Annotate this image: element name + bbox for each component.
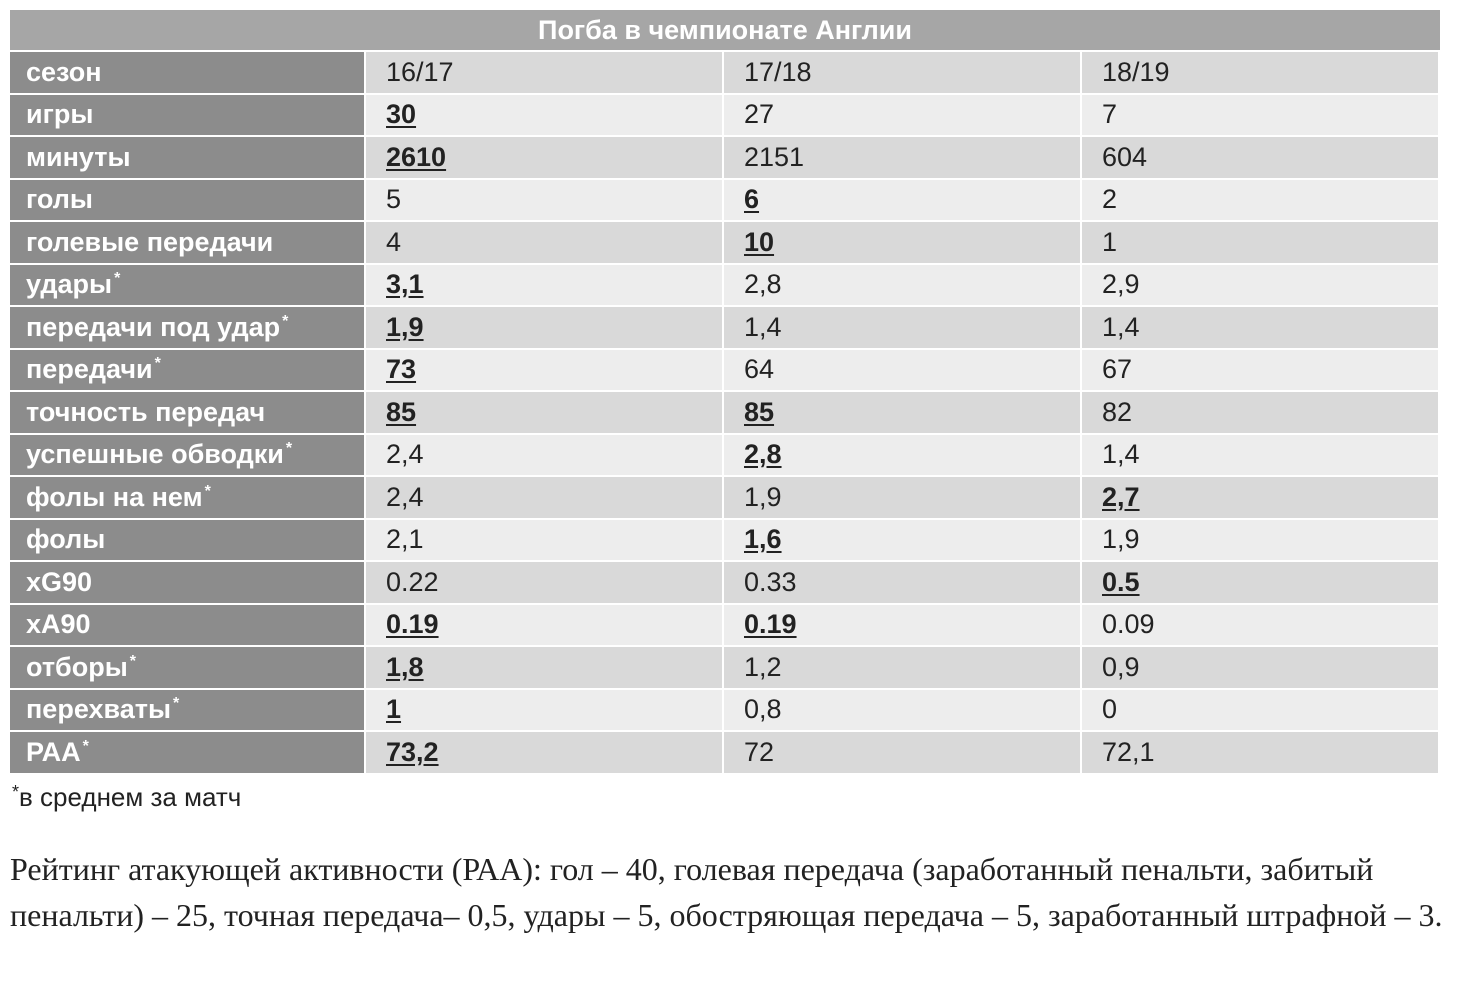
season-value-cell: 17/18	[724, 52, 1082, 95]
season-value-cell: 2	[1082, 180, 1440, 223]
season-value-cell: 6	[724, 180, 1082, 223]
row-label	[10, 392, 366, 435]
season-value-cell: 0.22	[366, 562, 724, 605]
table-row	[10, 690, 1440, 733]
footnote-text: в среднем за матч	[19, 782, 242, 812]
row-label	[10, 690, 366, 733]
season-value-cell: 2,1	[366, 520, 724, 563]
row-label	[10, 732, 366, 775]
row-label-text: игры	[26, 99, 94, 130]
row-label-text: xA90	[26, 609, 91, 640]
table-title: Погба в чемпионате Англии	[10, 10, 1440, 52]
season-value-cell: 1,9	[724, 477, 1082, 520]
table-row	[10, 605, 1440, 648]
table-row	[10, 95, 1440, 138]
row-label	[10, 605, 366, 648]
row-label	[10, 477, 366, 520]
season-value-cell: 18/19	[1082, 52, 1440, 95]
row-label	[10, 647, 366, 690]
row-label-text: голевые передачи	[26, 226, 274, 257]
season-value-cell: 64	[724, 350, 1082, 393]
season-value-cell: 67	[1082, 350, 1440, 393]
rating-description: Рейтинг атакующей активности (РАА): гол – 40, голевая передача (заработанный пенальти, забитый пенальти) – 25, точная передача– 0,5, удары – 5, обостряющая передача – 5, заработанный штрафной – 3.	[10, 851, 1443, 933]
season-value-cell: 73,2	[366, 732, 724, 775]
per-match-star: *	[82, 737, 89, 755]
season-value-cell: 85	[366, 392, 724, 435]
row-label	[10, 222, 366, 265]
per-match-star: *	[204, 482, 211, 500]
season-value-cell: 0,8	[724, 690, 1082, 733]
season-value-cell: 1	[366, 690, 724, 733]
season-value-cell: 10	[724, 222, 1082, 265]
season-value-cell: 0.19	[366, 605, 724, 648]
table-row	[10, 477, 1440, 520]
row-label-text: передачи	[26, 354, 153, 385]
season-value-cell: 73	[366, 350, 724, 393]
season-value-cell: 2,4	[366, 435, 724, 478]
footnote-star: *	[12, 782, 20, 802]
row-label	[10, 307, 366, 350]
season-value-cell: 5	[366, 180, 724, 223]
table-row	[10, 435, 1440, 478]
season-value-cell: 72	[724, 732, 1082, 775]
table-row	[10, 222, 1440, 265]
season-value-cell: 16/17	[366, 52, 724, 95]
season-value-cell: 30	[366, 95, 724, 138]
row-label-text: передачи под удар	[26, 311, 281, 342]
row-label	[10, 95, 366, 138]
season-value-cell: 0.33	[724, 562, 1082, 605]
season-value-cell: 7	[1082, 95, 1440, 138]
per-match-star: *	[173, 695, 180, 713]
table-row	[10, 520, 1440, 563]
season-value-cell: 72,1	[1082, 732, 1440, 775]
row-label	[10, 180, 366, 223]
per-match-star: *	[129, 652, 136, 670]
table-row	[10, 265, 1440, 308]
season-value-cell: 604	[1082, 137, 1440, 180]
per-match-star: *	[282, 312, 289, 330]
row-label	[10, 435, 366, 478]
season-value-cell: 0	[1082, 690, 1440, 733]
row-label-text: перехваты	[26, 694, 172, 725]
season-value-cell: 0.19	[724, 605, 1082, 648]
season-value-cell: 1,4	[1082, 435, 1440, 478]
season-value-cell: 1,2	[724, 647, 1082, 690]
table-row	[10, 392, 1440, 435]
season-value-cell: 1,9	[366, 307, 724, 350]
season-value-cell: 1,4	[1082, 307, 1440, 350]
table-row	[10, 732, 1440, 775]
table-row	[10, 52, 1440, 95]
row-label-text: фолы на нем	[26, 481, 203, 512]
season-value-cell: 85	[724, 392, 1082, 435]
row-label	[10, 520, 366, 563]
season-value-cell: 1	[1082, 222, 1440, 265]
season-value-cell: 0,9	[1082, 647, 1440, 690]
season-value-cell: 1,9	[1082, 520, 1440, 563]
season-value-cell: 2151	[724, 137, 1082, 180]
per-match-star: *	[285, 440, 293, 458]
row-label-text: успешные обводки	[26, 439, 284, 470]
season-value-cell: 0.09	[1082, 605, 1440, 648]
table-row	[10, 180, 1440, 223]
season-value-cell: 2,8	[724, 265, 1082, 308]
table-row	[10, 350, 1440, 393]
season-value-cell: 2610	[366, 137, 724, 180]
season-value-cell: 1,6	[724, 520, 1082, 563]
footnote	[12, 782, 241, 813]
season-value-cell: 1,8	[366, 647, 724, 690]
season-value-cell: 27	[724, 95, 1082, 138]
table-row	[10, 137, 1440, 180]
season-value-cell: 82	[1082, 392, 1440, 435]
season-value-cell: 4	[366, 222, 724, 265]
stats-body	[10, 52, 1440, 775]
stats-table	[10, 10, 1440, 775]
row-label-text: сезон	[26, 56, 102, 87]
season-value-cell: 2,4	[366, 477, 724, 520]
season-value-cell: 2,7	[1082, 477, 1440, 520]
table-row	[10, 647, 1440, 690]
row-label-text: голы	[26, 184, 93, 215]
row-label	[10, 562, 366, 605]
row-label-text: отборы	[26, 651, 128, 682]
row-label	[10, 265, 366, 308]
row-label	[10, 350, 366, 393]
per-match-star: *	[154, 355, 161, 373]
season-value-cell: 1,4	[724, 307, 1082, 350]
season-value-cell: 2,8	[724, 435, 1082, 478]
row-label	[10, 52, 366, 95]
row-label-text: минуты	[26, 141, 131, 172]
per-match-star: *	[114, 270, 121, 288]
table-row	[10, 307, 1440, 350]
table-row	[10, 562, 1440, 605]
row-label-text: точность передач	[26, 396, 266, 427]
row-label-text: РАА	[26, 736, 81, 767]
row-label	[10, 137, 366, 180]
row-label-text: удары	[26, 269, 113, 300]
row-label-text: фолы	[26, 524, 106, 555]
row-label-text: xG90	[26, 566, 93, 597]
season-value-cell: 2,9	[1082, 265, 1440, 308]
table-title-row	[10, 10, 1440, 52]
season-value-cell: 0.5	[1082, 562, 1440, 605]
season-value-cell: 3,1	[366, 265, 724, 308]
